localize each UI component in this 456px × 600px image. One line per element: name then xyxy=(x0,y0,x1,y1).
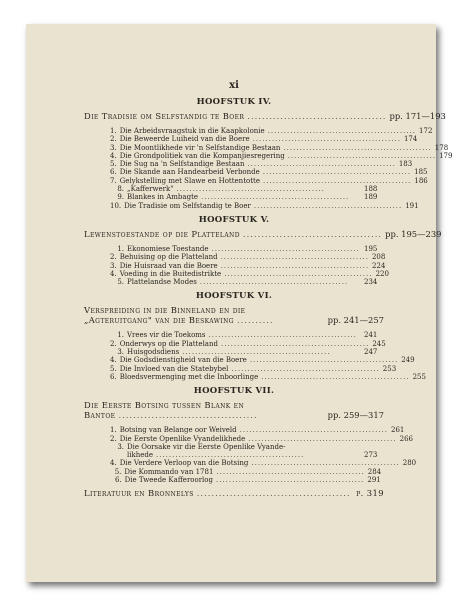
entry-title: Die Verdere Verloop van die Botsing xyxy=(119,459,249,468)
entry-page: 191 xyxy=(405,201,419,210)
entry-title: Gelykstelling met Slawe en Hottentotte xyxy=(119,176,260,185)
entry-title: Botsing van Belange oor Weiveld xyxy=(119,426,237,435)
toc-entry xyxy=(110,459,417,468)
leader-dots: .............................................. xyxy=(262,168,412,177)
entry-title: Huisgodsdiens xyxy=(127,348,180,357)
toc-entry xyxy=(110,185,384,193)
entry-number: 1. xyxy=(117,244,124,253)
leader-dots: .............................................. xyxy=(211,244,360,253)
literature-page: p. 319 xyxy=(356,488,384,499)
entry-number: 3. xyxy=(117,442,124,451)
leader-dots: .............................................. xyxy=(182,348,331,357)
section-list xyxy=(110,426,417,485)
leader-dots: .............................................. xyxy=(216,467,365,476)
toc-entry xyxy=(110,340,384,348)
entry-title: Die Arbeidsvraagstuk in die Kaapkolonie xyxy=(119,127,265,135)
toc-entry xyxy=(110,160,413,169)
leader-dots: .............................................. xyxy=(224,269,373,278)
chapter-title xyxy=(84,305,384,325)
chapter-heading: HOOFSTUK V. xyxy=(198,214,270,225)
leader-dots: ...................................... xyxy=(118,410,258,421)
entry-number: 2. xyxy=(110,253,117,262)
entry-number: 6. xyxy=(110,168,117,177)
chapter-pages: pp. 195—239 xyxy=(385,228,442,239)
entry-page: 195 xyxy=(364,244,378,253)
entry-title: Die Tweede Kafferoorlog xyxy=(124,476,213,485)
chapter-title xyxy=(84,228,442,239)
chapter-title-text: Die Eerste Botsing tussen Blank en xyxy=(84,400,245,411)
entry-title: Die Oorsake vir die Eerste Openlike Vyande- xyxy=(127,442,286,451)
entry-page: 172 xyxy=(419,127,433,135)
entry-title: Die Skande aan Handearbeid Verbonde xyxy=(119,168,260,177)
leader-dots: .............................................. xyxy=(231,364,380,373)
toc-entry xyxy=(110,269,389,278)
entry-number: 2. xyxy=(110,339,117,348)
entry-title: Behuising op die Platteland xyxy=(119,253,218,262)
entry-title: Blankes in Ambagte xyxy=(127,193,199,202)
toc-entry xyxy=(110,176,428,185)
entry-number: 5. xyxy=(110,160,117,169)
toc-entry xyxy=(110,143,449,152)
leader-dots: .............................................. xyxy=(252,135,401,144)
entry-page: 185 xyxy=(414,168,428,177)
entry-page: 249 xyxy=(401,356,415,365)
entry-page: 245 xyxy=(372,339,386,348)
section-list xyxy=(110,244,389,287)
literature-title: Literatuur en Bronnelys xyxy=(84,488,194,499)
entry-title: Die Eerste Openlike Vyandelikhede xyxy=(119,434,246,443)
toc-entry xyxy=(110,443,384,460)
entry-title: Die Invloed van die Statebybel xyxy=(119,364,229,373)
toc-entry xyxy=(110,127,433,135)
leader-dots: .......................................... xyxy=(196,488,351,499)
entry-number: 5. xyxy=(117,278,124,287)
entry-title: Die Moontlikhede vir 'n Selfstandige Bestaan xyxy=(119,143,281,152)
entry-number: 4. xyxy=(110,151,117,160)
toc-entry xyxy=(110,245,384,253)
toc-entry xyxy=(110,201,419,210)
entry-page: 189 xyxy=(364,193,378,202)
entry-title: Die Beweerde Luiheid van die Boere xyxy=(119,135,250,144)
entry-number: 4. xyxy=(110,459,117,468)
entry-title: Die Kommando van 1781 xyxy=(124,467,214,476)
leader-dots: .............................................. xyxy=(287,151,437,160)
leader-dots: .............................................. xyxy=(208,331,357,340)
entry-number: 3. xyxy=(110,261,117,270)
entry-title-continued: likhede xyxy=(127,451,153,460)
toc-entry xyxy=(110,151,453,160)
entry-number: 6. xyxy=(114,476,122,485)
entry-page: 178 xyxy=(434,143,449,152)
chapter-heading: HOOFSTUK IV. xyxy=(196,97,272,107)
chapter-pages: pp. 171—193 xyxy=(389,111,446,121)
toc-entry xyxy=(110,364,397,373)
toc-entry xyxy=(110,331,384,339)
entry-title: Die Grondpolitiek van die Kompanjiesregering xyxy=(119,151,285,160)
page-number: xi xyxy=(229,80,239,91)
leader-dots: .............................................. xyxy=(249,356,399,365)
leader-dots: ...................................... xyxy=(242,228,383,239)
entry-number: 3. xyxy=(117,348,124,357)
toc-entry xyxy=(110,262,384,270)
table-of-contents xyxy=(84,80,453,499)
entry-title: Plattelandse Modes xyxy=(127,278,197,287)
chapter-heading: HOOFSTUK VII. xyxy=(193,386,275,397)
chapter-pages: pp. 259—317 xyxy=(327,410,384,421)
entry-title: Die Sug na 'n Selfstandige Bestaan xyxy=(119,160,245,169)
leader-dots: .............................................. xyxy=(199,278,349,287)
entry-title: Die Huisraad van die Boere xyxy=(119,261,218,270)
entry-page: 183 xyxy=(398,160,413,169)
toc-entry xyxy=(110,356,415,365)
chapter-title-text-2: „Agteruitgang" van die Beskawing xyxy=(84,315,234,326)
entry-page: 261 xyxy=(391,426,405,435)
entry-number: 4. xyxy=(110,356,117,365)
chapter-title xyxy=(84,111,446,121)
entry-title: Die Tradisie om Selfstandig te Boer xyxy=(124,201,251,210)
entry-page: 255 xyxy=(412,372,426,381)
leader-dots: .............................................. xyxy=(283,143,432,152)
entry-number: 3. xyxy=(110,143,117,152)
literature-entry xyxy=(84,488,384,498)
toc-entry-line-2 xyxy=(110,451,384,459)
chapter-pages: pp. 241—257 xyxy=(327,315,384,326)
toc-entry xyxy=(110,434,413,443)
entry-number: 5. xyxy=(114,467,122,476)
toc-entry xyxy=(110,193,384,201)
toc-entry xyxy=(110,426,405,435)
entry-page: 188 xyxy=(364,185,378,194)
chapter-title-line-2 xyxy=(84,315,384,325)
entry-page: 234 xyxy=(364,278,378,287)
chapter-title-text-2: Bantoe xyxy=(84,410,116,421)
leader-dots: .............................................. xyxy=(220,339,370,348)
entry-title: Vrees vir die Toekoms xyxy=(127,331,206,340)
entry-page: 208 xyxy=(371,253,386,262)
entry-page: 220 xyxy=(375,269,389,278)
leader-dots: .............................................. xyxy=(216,476,365,485)
chapter-title-line-2 xyxy=(84,410,384,420)
toc-entry xyxy=(110,253,384,261)
section-list xyxy=(110,331,426,381)
leader-dots: .............................................. xyxy=(220,261,370,270)
leader-dots: .............................................. xyxy=(176,185,325,194)
book-page xyxy=(26,24,453,582)
entry-page: 280 xyxy=(402,459,417,468)
toc-entry xyxy=(110,372,426,381)
entry-number: 7. xyxy=(110,176,117,185)
leader-dots: ...................................... xyxy=(247,111,387,121)
toc-entry xyxy=(110,135,418,144)
entry-number: 6. xyxy=(110,372,117,381)
toc-entry xyxy=(110,278,384,286)
toc-entry xyxy=(110,468,384,476)
chapter-title-text: Lewenstoestande op die Platteland xyxy=(84,228,240,239)
toc-entry-line-1 xyxy=(110,443,384,451)
entry-number: 1. xyxy=(110,426,117,435)
entry-title: Ekonomiese Toestande xyxy=(127,244,209,253)
entry-page: 174 xyxy=(403,135,418,144)
entry-title: Voeding in die Buitedistrikte xyxy=(119,269,222,278)
entry-title: Onderwys op die Platteland xyxy=(119,339,218,348)
entry-number: 5. xyxy=(110,364,117,373)
section-list xyxy=(110,127,453,210)
chapter-title xyxy=(84,400,384,420)
leader-dots: .............................................. xyxy=(253,201,403,210)
entry-number: 9. xyxy=(117,193,124,202)
leader-dots: .............................................. xyxy=(261,372,410,381)
entry-number: 2. xyxy=(110,434,117,443)
entry-page: 186 xyxy=(414,176,428,185)
leader-dots: .............................................. xyxy=(267,127,417,135)
entry-title: „Kafferwerk" xyxy=(127,185,174,194)
leader-dots: .............................................. xyxy=(156,451,305,460)
entry-title: Die Godsdienstigheid van die Boere xyxy=(119,356,247,365)
leader-dots: .............................................. xyxy=(247,160,396,169)
leader-dots: .......... xyxy=(236,315,274,326)
entry-number: 4. xyxy=(110,269,117,278)
leader-dots: .............................................. xyxy=(239,426,389,435)
leader-dots: .............................................. xyxy=(248,434,397,443)
leader-dots: .............................................. xyxy=(251,459,400,468)
entry-page: 179 xyxy=(439,151,453,160)
entry-number: 1. xyxy=(117,331,124,340)
leader-dots: .............................................. xyxy=(220,253,369,262)
toc-entry xyxy=(110,476,384,484)
chapter-title-text: Die Tradisie om Selfstandig te Boer xyxy=(84,111,245,121)
entry-page: 291 xyxy=(367,476,381,485)
entry-number: 10. xyxy=(110,201,122,210)
leader-dots: .............................................. xyxy=(201,193,350,202)
entry-page: 266 xyxy=(399,434,413,443)
toc-entry xyxy=(110,348,384,356)
chapter-heading: HOOFSTUK VI. xyxy=(195,291,273,302)
entry-page: 273 xyxy=(364,451,378,460)
leader-dots: .............................................. xyxy=(263,176,412,185)
toc-entry xyxy=(110,168,428,177)
entry-number: 1. xyxy=(110,127,117,135)
entry-number: 2. xyxy=(110,135,117,144)
entry-page: 241 xyxy=(364,331,378,340)
entry-page: 247 xyxy=(364,348,378,357)
chapter-title-text: Verspreiding in die Binneland en die xyxy=(84,305,246,316)
entry-page: 224 xyxy=(372,261,386,270)
entry-page: 284 xyxy=(367,467,382,476)
entry-page: 253 xyxy=(382,364,397,373)
entry-number: 8. xyxy=(117,185,124,194)
entry-title: Bloedsvermenging met die Inboorlinge xyxy=(119,372,259,381)
